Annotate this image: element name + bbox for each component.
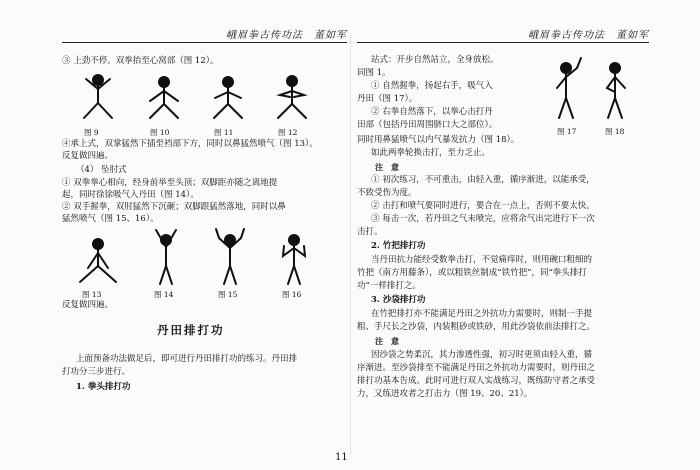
text-line: 猛然喷气（图 15、16）。 — [62, 214, 159, 224]
text-line: 站式：开步自然站立，全身放松。 — [371, 55, 499, 65]
right-page — [357, 0, 649, 470]
page-number: 11 — [335, 452, 348, 463]
text-line: 竹把（南方用藤条），或以粗铁丝制成“铁竹把”，同“拳头排打 — [357, 268, 587, 278]
text-line: 田部（包括丹田周围脐口大之部位）。 — [357, 120, 498, 130]
text-line: 同时用鼻猛喷气以内气暴发抗力（图 18）。 — [357, 135, 520, 145]
text-line: 反复做四遍。 — [62, 151, 114, 161]
figure-15-illustration — [216, 229, 244, 284]
text-line: 不致受伤为度。 — [357, 188, 417, 198]
text-line: ① 自然握拳，扬起右手，吸气入 — [371, 81, 493, 91]
figure-17-18-illustration — [541, 54, 639, 124]
text-line: ④承上式，双掌猛然下插至裆部下方，同时以鼻猛然喷气（图 13）。 — [62, 139, 318, 149]
figure-18-illustration — [607, 63, 625, 118]
figure-9-illustration — [84, 75, 112, 118]
text-line: 功”一样排打之。 — [357, 281, 421, 291]
note-heading: 注 意 — [375, 162, 399, 172]
figure-caption: 图 9 — [84, 128, 99, 137]
left-running-header: 峨眉拳古传功法 董如军 — [226, 30, 347, 41]
text-line: 击打。 — [357, 227, 383, 237]
right-header-rule — [357, 42, 649, 43]
text-line: 打功分三步进行。 — [62, 367, 131, 377]
text-line: 如此两拳轮换击打，至力乏止。 — [371, 148, 491, 158]
section-title: 丹田排打功 — [157, 323, 225, 337]
figure-caption: 图 12 — [278, 128, 298, 137]
subheading: （4） 坠肘式 — [76, 165, 127, 175]
figure-17-illustration — [557, 58, 581, 118]
figure-16-illustration — [283, 235, 305, 284]
figure-caption: 图 17 — [557, 127, 577, 136]
text-line: 同图 1。 — [357, 68, 391, 78]
text-line: 力，又练进攻者之打击力（图 19、20、21）。 — [357, 389, 533, 399]
text-line: 反复做四遍。 — [62, 300, 114, 310]
subheading: 2. 竹把排打功 — [371, 241, 426, 251]
figure-caption: 图 10 — [150, 128, 170, 137]
figure-caption: 图 15 — [218, 290, 238, 299]
text-line: ② 双手握拳，双肘猛然下沉砸；双脚跟猛然落地，同时以鼻 — [62, 202, 286, 212]
text-line: 粗、手尺长之沙袋，内装粗砂或铁砂，用此沙袋依前法排打之。 — [357, 322, 596, 332]
figure-caption: 图 14 — [154, 290, 174, 299]
figure-13-illustration — [80, 239, 116, 282]
figure-row-2 — [66, 226, 336, 288]
text-line: ② 击打和喷气要同时进行，要合在一点上，否则不要太快。 — [371, 201, 595, 211]
figure-caption: 图 16 — [282, 290, 302, 299]
text-line: 在竹把排打亦不能满足丹田之外抗功力需要时，则制一手提 — [371, 309, 593, 319]
subheading: 1. 拳头排打功 — [76, 382, 131, 392]
figure-11-illustration — [214, 77, 242, 118]
text-line: ③ 每击一次，若丹田之气未喷完，应将余气出完进行下一次 — [371, 214, 595, 224]
text-line: 排打功基本告成。此时可进行双人实战练习，既练防守者之承受 — [357, 376, 596, 386]
figure-caption: 图 18 — [605, 127, 625, 136]
spine-shadow — [350, 35, 351, 455]
figure-row-1 — [66, 71, 336, 123]
figure-10-illustration — [150, 77, 178, 118]
text-line: 因沙袋之势柔沉，其力渗透性强，初习时更须由轻入重，循 — [371, 350, 593, 360]
text-line: ③ 上劲不停。双拳抬至心窝部（图 12）。 — [62, 56, 219, 66]
text-line: ① 初次练习，不可重击，由轻入重，循序渐进，以能承受， — [371, 175, 595, 185]
text-line: 起，同时徐徐吸气入丹田（图 14）。 — [62, 190, 199, 200]
text-line: 当丹田抗力能经受数拳击打，不觉痛痒时，则用碗口粗细的 — [371, 255, 593, 265]
note-heading: 注 意 — [375, 336, 399, 346]
subheading: 3. 沙袋排打功 — [371, 295, 426, 305]
left-page — [62, 0, 347, 470]
text-line: 丹田（图 17）。 — [357, 94, 418, 104]
figure-caption: 图 13 — [82, 290, 102, 299]
text-line: ② 右拳自然落下，以拳心击打丹 — [371, 107, 493, 117]
left-header-rule — [62, 42, 347, 43]
text-line: 序渐进。至沙袋排至不能满足丹田之外抗功力需要时，则丹田之 — [357, 363, 596, 373]
text-line: ① 双拳拳心相向，经身前举至头顶；双脚距亦随之离地提 — [62, 178, 278, 188]
figure-caption: 图 11 — [214, 128, 234, 137]
right-running-header: 峨眉拳古传功法 董如军 — [528, 30, 649, 41]
figure-14-illustration — [156, 230, 176, 284]
figure-12-illustration — [278, 76, 306, 118]
text-line: 上面预备功法做足后，即可进行丹田排打功的练习。丹田排 — [76, 354, 298, 364]
